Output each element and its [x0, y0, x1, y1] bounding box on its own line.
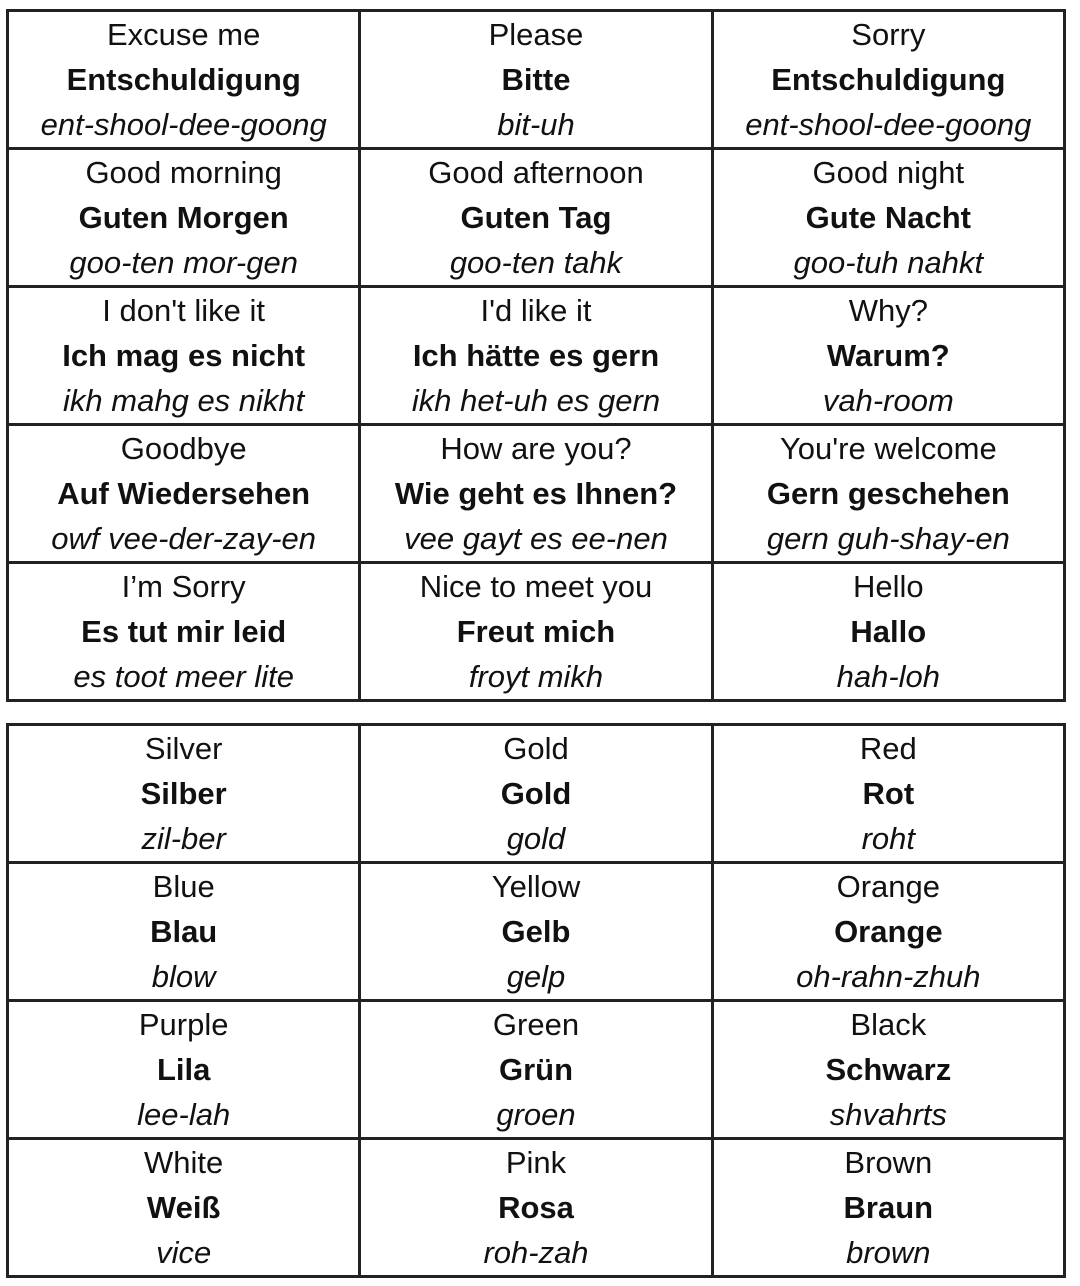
- english-word: Good morning: [85, 155, 282, 190]
- english-word: Nice to meet you: [419, 569, 653, 604]
- pronunciation: zil-ber: [141, 821, 226, 856]
- table-row: [8, 287, 1065, 425]
- color-cell: [360, 863, 712, 1001]
- german-word: Auf Wiedersehen: [57, 476, 311, 511]
- english-word: You're welcome: [779, 431, 997, 466]
- pronunciation: goo-tuh nahkt: [793, 245, 984, 280]
- colors-table: [6, 723, 1066, 1278]
- color-cell: [712, 863, 1064, 1001]
- german-word: Weiß: [146, 1190, 221, 1225]
- pronunciation: bit-uh: [497, 107, 575, 142]
- english-word: Gold: [503, 731, 569, 766]
- pronunciation: owf vee-der-zay-en: [51, 521, 317, 556]
- color-cell: [360, 1001, 712, 1139]
- english-word: Why?: [848, 293, 928, 328]
- colors-table-body: [8, 725, 1065, 1277]
- german-word: Guten Morgen: [78, 200, 289, 235]
- german-word: Schwarz: [825, 1052, 952, 1087]
- pronunciation: ent-shool-dee-goong: [40, 107, 327, 142]
- color-cell: [360, 725, 712, 863]
- color-cell: [8, 863, 360, 1001]
- german-word: Wie geht es Ihnen?: [394, 476, 678, 511]
- phrases-table-body: [8, 11, 1065, 701]
- pronunciation: vee gayt es ee-nen: [404, 521, 668, 556]
- english-word: Hello: [853, 569, 924, 604]
- german-word: Rot: [862, 776, 915, 811]
- phrase-cell: [712, 149, 1064, 287]
- phrase-cell: [712, 563, 1064, 701]
- german-word: Warum?: [826, 338, 950, 373]
- pronunciation: ent-shool-dee-goong: [745, 107, 1032, 142]
- german-word: Silber: [140, 776, 227, 811]
- german-word: Es tut mir leid: [81, 614, 287, 649]
- english-word: Blue: [152, 869, 215, 904]
- pronunciation: groen: [496, 1097, 576, 1132]
- pronunciation: gold: [506, 821, 566, 856]
- pronunciation: oh-rahn-zhuh: [796, 959, 981, 994]
- table-row: [8, 863, 1065, 1001]
- english-word: Purple: [138, 1007, 229, 1042]
- english-word: Excuse me: [106, 17, 261, 52]
- phrase-cell: [712, 287, 1064, 425]
- german-word: Ich mag es nicht: [62, 338, 306, 373]
- english-word: Silver: [144, 731, 223, 766]
- english-word: Orange: [836, 869, 941, 904]
- english-word: Goodbye: [120, 431, 247, 466]
- german-word: Ich hätte es gern: [412, 338, 660, 373]
- german-word: Freut mich: [456, 614, 616, 649]
- english-word: I don't like it: [102, 293, 266, 328]
- color-cell: [8, 1139, 360, 1277]
- english-word: I’m Sorry: [121, 569, 246, 604]
- color-cell: [360, 1139, 712, 1277]
- german-word: Gern geschehen: [766, 476, 1010, 511]
- english-word: Black: [850, 1007, 927, 1042]
- english-word: Please: [488, 17, 584, 52]
- german-word: Blau: [150, 914, 218, 949]
- pronunciation: roh-zah: [483, 1235, 589, 1270]
- german-word: Lila: [156, 1052, 211, 1087]
- pronunciation: goo-ten mor-gen: [69, 245, 298, 280]
- phrase-cell: [8, 149, 360, 287]
- color-cell: [8, 1001, 360, 1139]
- english-word: Good afternoon: [428, 155, 644, 190]
- german-word: Rosa: [498, 1190, 574, 1225]
- color-cell: [712, 1001, 1064, 1139]
- pronunciation: es toot meer lite: [73, 659, 294, 694]
- table-row: [8, 11, 1065, 149]
- pronunciation: shvahrts: [829, 1097, 947, 1132]
- english-word: Pink: [505, 1145, 567, 1180]
- english-word: I'd like it: [480, 293, 592, 328]
- table-row: [8, 1001, 1065, 1139]
- pronunciation: gern guh-shay-en: [766, 521, 1010, 556]
- pronunciation: ikh mahg es nikht: [63, 383, 305, 418]
- table-row: [8, 563, 1065, 701]
- german-word: Entschuldigung: [66, 62, 301, 97]
- pronunciation: goo-ten tahk: [449, 245, 623, 280]
- table-row: [8, 149, 1065, 287]
- phrase-cell: [8, 11, 360, 149]
- german-word: Braun: [843, 1190, 934, 1225]
- english-word: Red: [859, 731, 917, 766]
- pronunciation: roht: [861, 821, 916, 856]
- german-word: Hallo: [850, 614, 927, 649]
- pronunciation: ikh het-uh es gern: [411, 383, 661, 418]
- german-word: Grün: [498, 1052, 574, 1087]
- pronunciation: vice: [156, 1235, 212, 1270]
- phrases-table: [6, 9, 1066, 702]
- phrase-cell: [360, 287, 712, 425]
- phrase-cell: [712, 11, 1064, 149]
- german-word: Entschuldigung: [771, 62, 1006, 97]
- phrase-cell: [712, 425, 1064, 563]
- table-row: [8, 425, 1065, 563]
- phrase-cell: [8, 287, 360, 425]
- phrase-cell: [8, 563, 360, 701]
- english-word: Green: [492, 1007, 580, 1042]
- pronunciation: vah-room: [822, 383, 954, 418]
- english-word: Sorry: [851, 17, 926, 52]
- table-row: [8, 725, 1065, 863]
- pronunciation: brown: [846, 1235, 931, 1270]
- german-word: Gold: [500, 776, 572, 811]
- german-word: Bitte: [501, 62, 571, 97]
- phrase-cell: [360, 563, 712, 701]
- german-word: Gute Nacht: [805, 200, 971, 235]
- phrase-cell: [360, 425, 712, 563]
- german-word: Orange: [834, 914, 943, 949]
- color-cell: [8, 725, 360, 863]
- pronunciation: blow: [151, 959, 216, 994]
- phrase-cell: [360, 11, 712, 149]
- english-word: Brown: [844, 1145, 933, 1180]
- german-word: Gelb: [501, 914, 571, 949]
- color-cell: [712, 1139, 1064, 1277]
- english-word: Yellow: [491, 869, 581, 904]
- color-cell: [712, 725, 1064, 863]
- pronunciation: gelp: [506, 959, 566, 994]
- pronunciation: froyt mikh: [468, 659, 604, 694]
- english-word: How are you?: [440, 431, 632, 466]
- german-word: Guten Tag: [460, 200, 612, 235]
- english-word: Good night: [812, 155, 965, 190]
- pronunciation: hah-loh: [836, 659, 941, 694]
- phrase-cell: [360, 149, 712, 287]
- table-row: [8, 1139, 1065, 1277]
- english-word: White: [144, 1145, 224, 1180]
- phrase-cell: [8, 425, 360, 563]
- pronunciation: lee-lah: [137, 1097, 231, 1132]
